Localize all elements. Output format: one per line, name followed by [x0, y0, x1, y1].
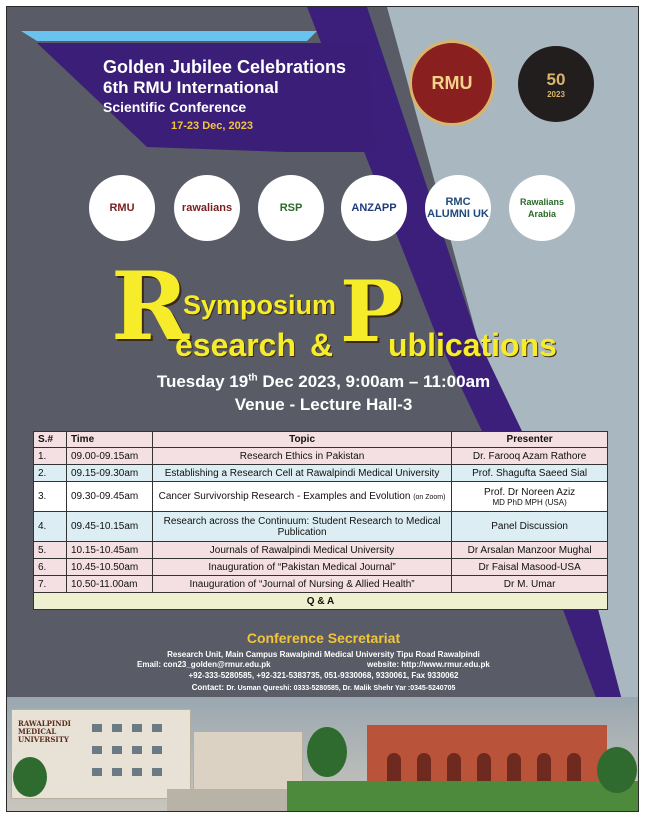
window	[132, 724, 142, 732]
email-text: Email: con23_golden@rmur.edu.pk	[137, 660, 271, 669]
row-topic-text: Cancer Survivorship Research - Examples and Evolution	[158, 491, 411, 502]
rmc-alumni-uk-logo-text: RMC ALUMNI UK	[427, 196, 489, 220]
contact-names: Dr. Usman Qureshi: 0333-5280585, Dr. Malik Shehr Yar :0345-5240705	[226, 685, 456, 692]
arch	[447, 753, 461, 783]
schedule-table	[33, 431, 608, 610]
row-sn: 4.	[34, 512, 67, 542]
rmu-logo	[89, 175, 155, 241]
rmu-seal-logo	[409, 40, 495, 126]
window	[132, 746, 142, 754]
building-sign	[18, 720, 71, 744]
building-sign-line1: RAWALPINDI	[18, 719, 71, 728]
table-row	[34, 512, 608, 542]
row-sn: 1.	[34, 448, 67, 465]
window	[152, 768, 162, 776]
row-sn: 5.	[34, 542, 67, 559]
presenter-credentials: MD PhD MPH (USA)	[492, 497, 567, 507]
zoom-note: (on Zoom)	[413, 494, 446, 501]
window	[112, 724, 122, 732]
row-topic: Research Ethics in Pakistan	[152, 448, 451, 465]
rawalians-arabia-logo	[509, 175, 575, 241]
row-presenter: Panel Discussion	[452, 512, 608, 542]
table-row	[34, 559, 608, 576]
conference-title-block	[103, 57, 373, 132]
row-presenter: Dr Faisal Masood-USA	[452, 559, 608, 576]
contact-label: Contact:	[191, 683, 225, 692]
table-row	[34, 576, 608, 593]
row-time: 09.15-09.30am	[66, 465, 152, 482]
row-presenter	[452, 482, 608, 512]
arch	[387, 753, 401, 783]
arch	[477, 753, 491, 783]
website-text: website: http://www.rmur.edu.pk	[367, 660, 490, 669]
conference-dates: 17-23 Dec, 2023	[171, 120, 253, 132]
row-topic: Inauguration of “Pakistan Medical Journal”	[152, 559, 451, 576]
qa-row	[34, 593, 608, 610]
header-sn: S.#	[34, 432, 67, 448]
row-sn: 3.	[34, 482, 67, 512]
window	[92, 746, 102, 754]
research-word: esearch	[175, 327, 296, 363]
presenter-name: Prof. Dr Noreen Aziz	[484, 486, 576, 498]
poster	[6, 6, 639, 812]
campus-lawn	[287, 781, 639, 812]
golden-jubilee-logo	[518, 46, 594, 122]
table-row	[34, 482, 608, 512]
row-sn: 6.	[34, 559, 67, 576]
arch	[507, 753, 521, 783]
table-row	[34, 465, 608, 482]
row-sn: 7.	[34, 576, 67, 593]
rmc-alumni-uk-logo	[425, 175, 491, 241]
header-topic: Topic	[152, 432, 451, 448]
rmu-logo-text: RMU	[109, 202, 135, 214]
table-row	[34, 448, 608, 465]
conference-type: Scientific Conference	[103, 99, 247, 115]
event-time: Dec 2023, 9:00am – 11:00am	[257, 372, 491, 391]
conference-edition: 6th RMU International	[103, 78, 279, 97]
ampersand: &	[310, 327, 334, 363]
arch	[567, 753, 581, 783]
row-time: 10.50-11.00am	[66, 576, 152, 593]
anzapp-logo	[341, 175, 407, 241]
window	[92, 768, 102, 776]
row-presenter: Prof. Shagufta Saeed Sial	[452, 465, 608, 482]
row-time: 09.00-09.15am	[66, 448, 152, 465]
tree	[597, 747, 637, 793]
rawalians-logo-text: rawalians	[181, 202, 233, 214]
window	[152, 746, 162, 754]
row-topic: Inauguration of “Journal of Nursing & Allied Health”	[152, 576, 451, 593]
publications-word: ublications	[388, 327, 557, 363]
table-row	[34, 542, 608, 559]
anzapp-logo-text: ANZAPP	[351, 202, 397, 214]
celebration-title: Golden Jubilee Celebrations	[103, 57, 347, 77]
campus-photo	[7, 697, 639, 812]
email-website-row	[137, 660, 517, 669]
symposium-big-p: P	[340, 262, 404, 361]
row-time: 10.15-10.45am	[66, 542, 152, 559]
contact-persons	[7, 683, 639, 692]
window	[112, 746, 122, 754]
rmu-seal-text: RMU	[431, 72, 473, 93]
window	[92, 724, 102, 732]
jubilee-number: 50	[546, 69, 566, 89]
event-day-suffix: th	[248, 372, 258, 384]
red-brick-building	[367, 725, 607, 789]
secretariat-address: Research Unit, Main Campus Rawalpindi Medical University Tipu Road Rawalpindi	[167, 650, 480, 659]
row-presenter: Dr M. Umar	[452, 576, 608, 593]
arch	[417, 753, 431, 783]
symposium-big-r: R	[111, 252, 190, 362]
row-topic: Establishing a Research Cell at Rawalpindi Medical University	[152, 465, 451, 482]
window	[152, 724, 162, 732]
row-time: 09.45-10.15am	[66, 512, 152, 542]
event-date-time	[7, 372, 639, 392]
arch	[537, 753, 551, 783]
rawalians-logo	[174, 175, 240, 241]
event-day: Tuesday 19	[156, 372, 249, 391]
schedule-header-row	[34, 432, 608, 448]
row-presenter: Dr. Farooq Azam Rathore	[452, 448, 608, 465]
row-presenter: Dr Arsalan Manzoor Mughal	[452, 542, 608, 559]
rawalians-arabia-logo-text: Rawalians Arabia	[519, 197, 565, 219]
event-venue: Venue - Lecture Hall-3	[234, 395, 413, 414]
row-topic: Journals of Rawalpindi Medical University	[152, 542, 451, 559]
row-topic: Research across the Continuum: Student Research to Medical Publication	[152, 512, 451, 542]
header-time: Time	[66, 432, 152, 448]
row-time: 10.45-10.50am	[66, 559, 152, 576]
building-sign-line3: UNIVERSITY	[18, 735, 69, 744]
jubilee-year: 2023	[547, 89, 565, 99]
row-time: 09.30-09.45am	[66, 482, 152, 512]
row-topic	[152, 482, 451, 512]
phone-numbers: +92-333-5280585, +92-321-5383735, 051-9330068, 9330061, Fax 9330062	[188, 671, 459, 680]
rsp-logo	[258, 175, 324, 241]
row-sn: 2.	[34, 465, 67, 482]
tree	[307, 727, 347, 777]
qa-label: Q & A	[34, 593, 608, 610]
symposium-word: Symposium	[183, 290, 337, 320]
rsp-logo-text: RSP	[279, 202, 303, 214]
window	[112, 768, 122, 776]
window	[132, 768, 142, 776]
tree	[13, 757, 47, 797]
secretariat-heading: Conference Secretariat	[246, 630, 401, 646]
header-presenter: Presenter	[452, 432, 608, 448]
building-sign-line2: MEDICAL	[18, 727, 57, 736]
